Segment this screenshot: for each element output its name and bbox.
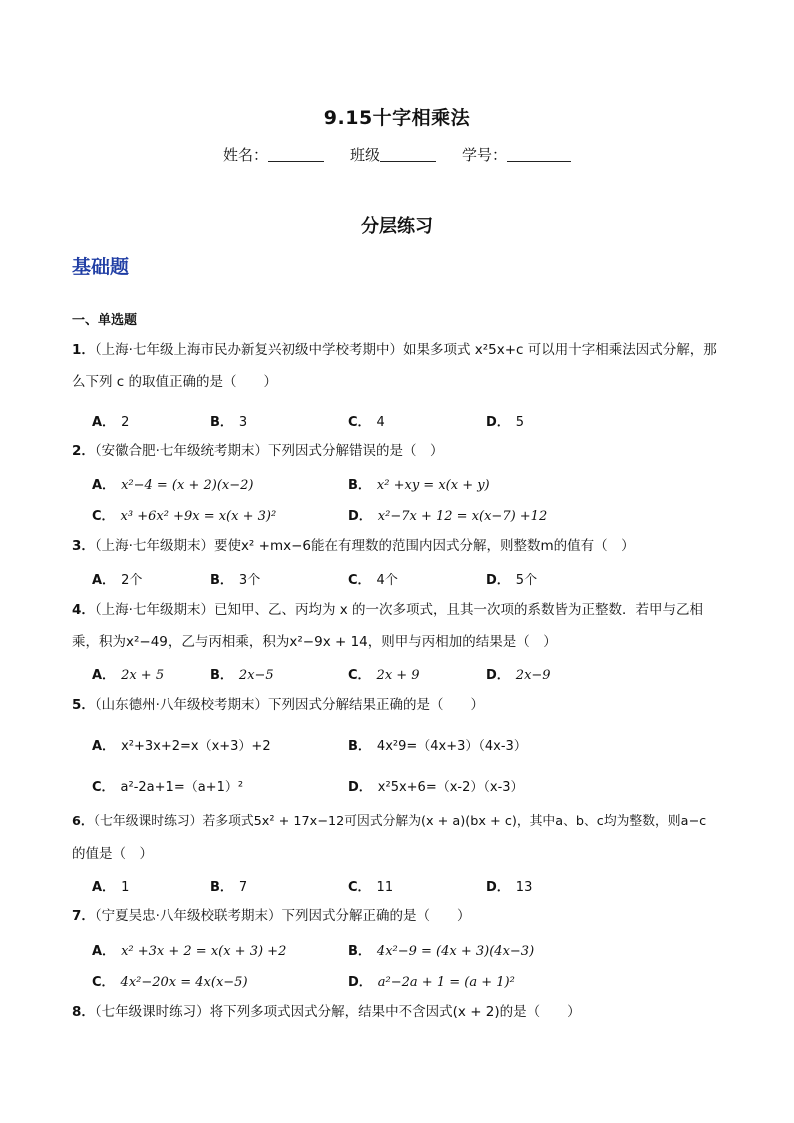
option-a[interactable]: A． 2个	[92, 573, 143, 588]
question-number: 3．	[72, 538, 95, 554]
question-text: 的值是（ ）	[72, 846, 153, 862]
question-text: 么下列 c 的取值正确的是（ ）	[72, 374, 278, 390]
option-a[interactable]: A． 2	[92, 415, 130, 430]
option-b[interactable]: B． 3个	[210, 573, 261, 588]
option-a[interactable]: A． x² +3x + 2 = x(x + 3) +2	[92, 944, 287, 959]
section-subtitle: 分层练习	[361, 216, 433, 237]
question-number: 8．	[72, 1004, 95, 1020]
option-a[interactable]: A． x²−4 = (x + 2)(x−2)	[92, 478, 254, 493]
option-d[interactable]: D． x²5x+6=（x-2）（x-3）	[348, 780, 524, 795]
question-number: 4．	[72, 602, 95, 618]
option-c[interactable]: C． x³ +6x² +9x = x(x + 3)²	[92, 509, 277, 524]
question-4-continued	[72, 633, 557, 651]
section-heading: 一、单选题	[72, 313, 138, 328]
level-heading: 基础题	[72, 256, 130, 278]
question-text: （七年级课时练习）将下列多项式因式分解，结果中不含因式(x + 2)的是（ ）	[94, 1004, 581, 1020]
question-number: 6．	[72, 814, 94, 829]
question-4	[72, 601, 703, 619]
option-a[interactable]: A． 1	[92, 880, 130, 895]
question-text: （上海·七年级上海市民办新复兴初级中学校考期中）如果多项式 x²5x+c 可以用十字相乘法因式分解，那	[94, 342, 717, 358]
class-blank	[380, 147, 436, 162]
option-b[interactable]: B． 4x²−9 = (4x + 3)(4x−3)	[348, 944, 535, 959]
question-5	[72, 696, 484, 714]
option-b[interactable]: B． 2x−5	[210, 668, 274, 683]
option-d[interactable]: D． 5个	[486, 573, 538, 588]
question-7	[72, 907, 470, 925]
option-b[interactable]: B． 3	[210, 415, 248, 430]
option-c[interactable]: C． a²-2a+1=（a+1）²	[92, 780, 244, 795]
option-d[interactable]: D． 13	[486, 880, 533, 895]
option-a[interactable]: A． 2x + 5	[92, 668, 165, 683]
question-text: （上海·七年级期末）已知甲、乙、丙均为 x 的一次多项式，且其一次项的系数皆为正整数．若甲与乙相	[94, 602, 704, 618]
question-8	[72, 1003, 581, 1021]
option-c[interactable]: C． 4x²−20x = 4x(x−5)	[92, 975, 248, 990]
option-d[interactable]: D． x²−7x + 12 = x(x−7) +12	[348, 509, 548, 524]
option-c[interactable]: C． 4个	[348, 573, 398, 588]
option-b[interactable]: B． 7	[210, 880, 248, 895]
student-id-label: 学号：	[462, 146, 508, 164]
question-3	[72, 537, 635, 555]
question-2	[72, 442, 443, 460]
option-b[interactable]: B． x² +xy = x(x + y)	[348, 478, 490, 493]
option-c[interactable]: C． 4	[348, 415, 385, 430]
option-c[interactable]: C． 2x + 9	[348, 668, 420, 683]
name-blank	[268, 147, 324, 162]
question-6-continued	[72, 845, 153, 863]
question-text: （宁夏吴忠·八年级校联考期末）下列因式分解正确的是（ ）	[94, 908, 471, 924]
question-number: 5．	[72, 697, 95, 713]
question-text: （七年级课时练习）若多项式5x² + 17x−12可因式分解为(x + a)(bx + c)，其中a、b、c均为整数，则a−c	[93, 814, 707, 829]
question-number: 1．	[72, 342, 95, 358]
question-1	[72, 341, 717, 359]
question-text: （上海·七年级期末）要使x² +mx−6能在有理数的范围内因式分解，则整数m的值有（ ）	[94, 538, 635, 554]
class-label: 班级	[349, 146, 380, 164]
question-1-continued	[72, 373, 277, 391]
question-text: 乘，积为x²−49，乙与丙相乘，积为x²−9x + 14，则甲与丙相加的结果是（ ）	[72, 634, 557, 650]
name-label: 姓名：	[222, 146, 268, 164]
student-id-blank	[507, 147, 571, 162]
option-d[interactable]: D． 2x−9	[486, 668, 551, 683]
option-d[interactable]: D． 5	[486, 415, 525, 430]
question-text: （山东德州·八年级校考期末）下列因式分解结果正确的是（ ）	[94, 697, 484, 713]
student-info-line	[0, 144, 794, 165]
question-text: （安徽合肥·七年级统考期末）下列因式分解错误的是（ ）	[94, 443, 444, 459]
option-d[interactable]: D． a²−2a + 1 = (a + 1)²	[348, 975, 515, 990]
question-number: 7．	[72, 908, 95, 924]
question-number: 2．	[72, 443, 95, 459]
question-6	[72, 813, 706, 831]
option-c[interactable]: C． 11	[348, 880, 394, 895]
option-b[interactable]: B． 4x²9=（4x+3）（4x-3）	[348, 739, 527, 754]
option-a[interactable]: A． x²+3x+2=x（x+3）+2	[92, 739, 271, 754]
document-title: 9.15十字相乘法	[323, 107, 471, 129]
